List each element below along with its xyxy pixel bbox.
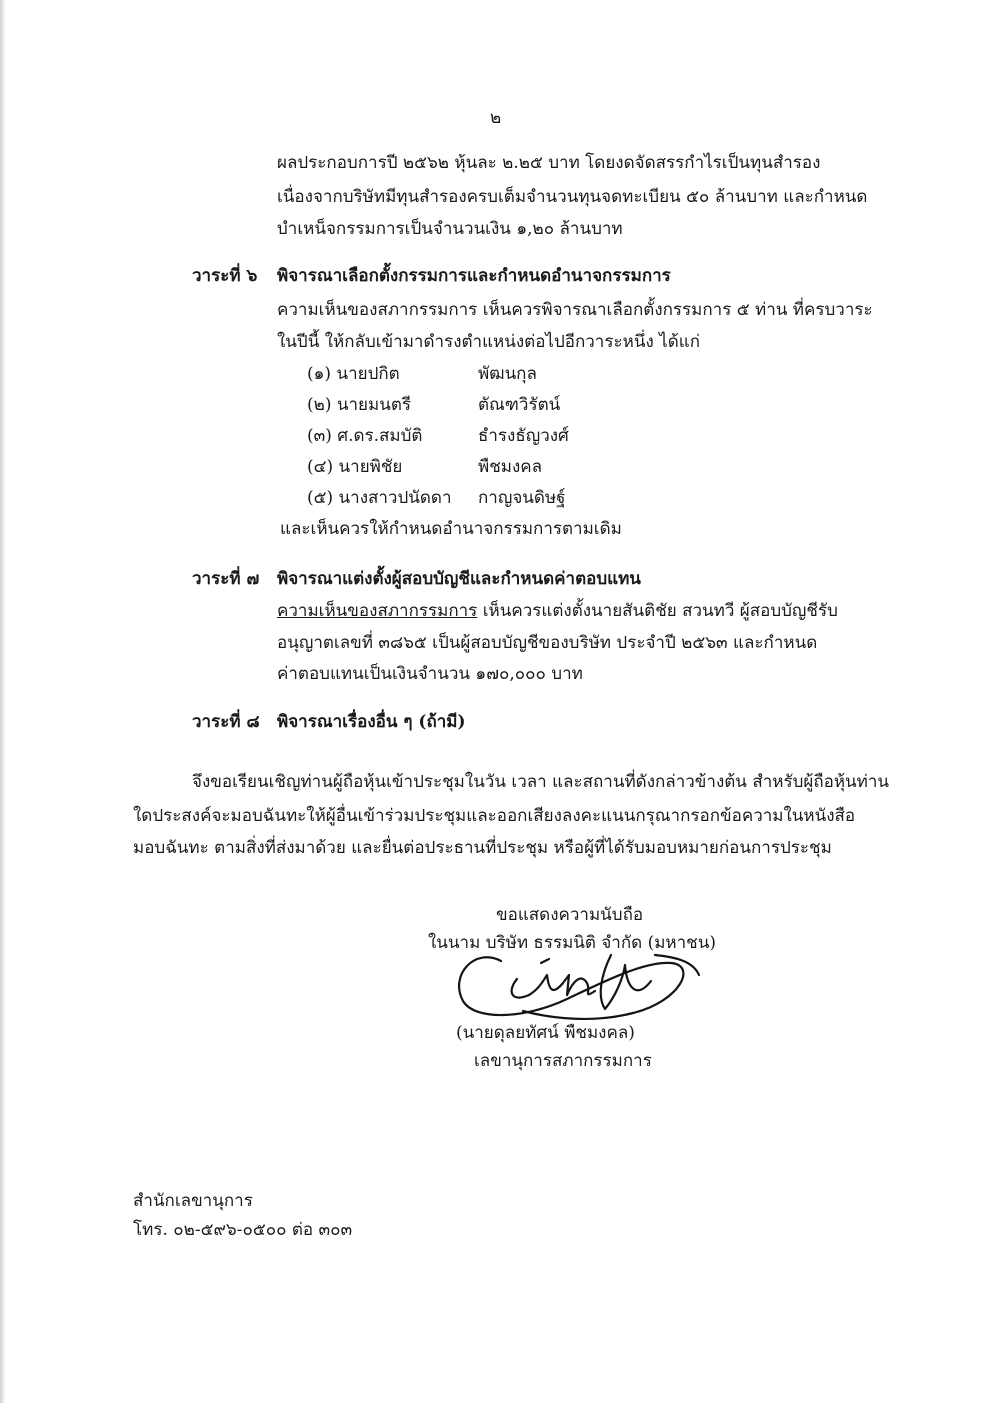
agenda-7-title: พิจารณาแต่งตั้งผู้สอบบัญชีและกำหนดค่าตอบแทน (277, 569, 641, 589)
director-5-surname: กาญจนดิษฐ์ (478, 488, 566, 508)
director-1-name: (๑) นายปกิต (307, 364, 400, 384)
intro-line-3: บำเหน็จกรรมการเป็นจำนวนเงิน ๑,๒๐ ล้านบาท (277, 219, 623, 239)
footer-office: สำนักเลขานุการ (133, 1191, 253, 1211)
agenda-7-line-1-rest: เห็นควรแต่งตั้งนายสันติชัย สวนทวี ผู้สอบบัญชีรับ (477, 601, 838, 621)
director-3-surname: ธำรงธัญวงศ์ (478, 426, 569, 446)
signatory-position: เลขานุการสภากรรมการ (474, 1051, 652, 1071)
agenda-8-title: พิจารณาเรื่องอื่น ๆ (ถ้ามี) (277, 712, 466, 732)
director-2-name: (๒) นายมนตรี (307, 395, 412, 415)
director-1-surname: พัฒนกุล (478, 364, 537, 384)
footer-phone: โทร. ๐๒-๕๙๖-๐๕๐๐ ต่อ ๓๐๓ (133, 1220, 353, 1240)
director-3-name: (๓) ศ.ดร.สมบัติ (307, 426, 423, 446)
agenda-7-line-3: ค่าตอบแทนเป็นเงินจำนวน ๑๗๐,๐๐๐ บาท (277, 664, 583, 684)
handwritten-signature (445, 935, 735, 1035)
on-behalf-text: ในนาม บริษัท ธรรมนิติ จำกัด (มหาชน) (428, 933, 716, 953)
agenda-6-title: พิจารณาเลือกตั้งกรรมการและกำหนดอำนาจกรรมการ (277, 266, 671, 286)
intro-line-2: เนื่องจากบริษัทมีทุนสำรองครบเต็มจำนวนทุนจดทะเบียน ๕๐ ล้านบาท และกำหนด (277, 187, 868, 207)
agenda-6-closing: และเห็นควรให้กำหนดอำนาจกรรมการตามเดิม (280, 519, 622, 539)
director-2-surname: ตัณฑวิรัตน์ (478, 395, 561, 415)
agenda-6-label: วาระที่ ๖ (192, 266, 258, 286)
regards-text: ขอแสดงความนับถือ (496, 905, 644, 925)
director-4-name: (๔) นายพิชัย (307, 457, 403, 477)
agenda-7-line-2: อนุญาตเลขที่ ๓๘๖๕ เป็นผู้สอบบัญชีของบริษัท ประจำปี ๒๕๖๓ และกำหนด (277, 633, 818, 653)
director-5-name: (๕) นางสาวปนัดดา (307, 488, 452, 508)
agenda-6-line-1: ความเห็นของสภากรรมการ เห็นควรพิจารณาเลือกตั้งกรรมการ ๕ ท่าน ที่ครบวาระ (277, 300, 873, 320)
signatory-name: (นายดุลยทัศน์ พืชมงคล) (456, 1023, 635, 1043)
scan-border (0, 0, 6, 1403)
agenda-8-label: วาระที่ ๘ (192, 712, 260, 732)
agenda-7-line-1 (277, 599, 838, 623)
invitation-line-1: จึงขอเรียนเชิญท่านผู้ถือหุ้นเข้าประชุมในวัน เวลา และสถานที่ดังกล่าวข้างต้น สำหรับผู้ถือหุ้นท่าน (192, 772, 890, 792)
board-opinion-underlined: ความเห็นของสภากรรมการ (277, 601, 478, 621)
page-number: ๒ (490, 108, 502, 128)
director-4-surname: พืชมงคล (478, 457, 543, 477)
invitation-line-2: ใดประสงค์จะมอบฉันทะให้ผู้อื่นเข้าร่วมประชุมและออกเสียงลงคะแนนกรุณากรอกข้อความในหนังสือ (133, 806, 856, 826)
invitation-line-3: มอบฉันทะ ตามสิ่งที่ส่งมาด้วย และยื่นต่อประธานที่ประชุม หรือผู้ที่ได้รับมอบหมายก่อนการประชุม (133, 838, 832, 858)
agenda-7-label: วาระที่ ๗ (192, 569, 260, 589)
agenda-6-line-2: ในปีนี้ ให้กลับเข้ามาดำรงตำแหน่งต่อไปอีกวาระหนึ่ง ได้แก่ (277, 332, 700, 352)
intro-line-1: ผลประกอบการปี ๒๕๖๒ หุ้นละ ๒.๒๕ บาท โดยงดจัดสรรกำไรเป็นทุนสำรอง (277, 153, 821, 173)
